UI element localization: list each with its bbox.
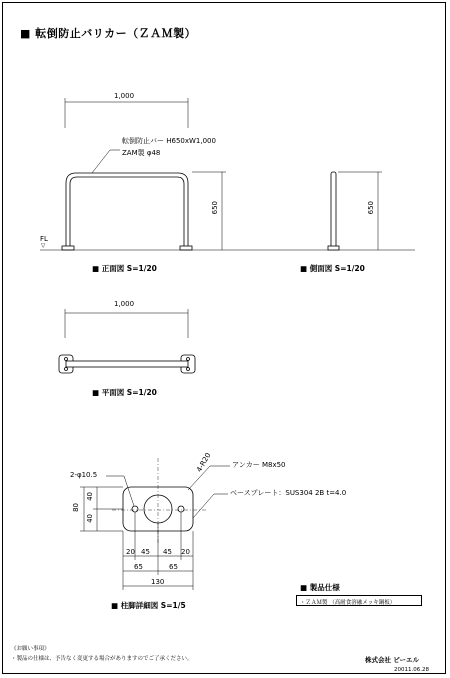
width-dim-2: 45 <box>141 548 150 556</box>
height-top-dim: 40 <box>86 492 94 501</box>
company-name: 株式会社 ピーエル <box>365 656 420 664</box>
note-title: 《お願い事項》 <box>11 646 50 652</box>
base-detail <box>80 458 230 590</box>
side-height-dim: 650 <box>367 201 375 215</box>
width-dim-1: 20 <box>126 548 135 556</box>
note-text: ・製品の仕様は、予告なく変更する場合がありますのでご了承ください。 <box>11 656 193 662</box>
plan-caption: ■ 平面図 S=1/20 <box>92 388 157 397</box>
baseplate-label: ベースプレート：SUS304 2B t=4.0 <box>230 489 347 497</box>
front-spec-line1: 転倒防止バー H650xW1,000 <box>122 137 216 145</box>
spec-heading: ■ 製品仕様 <box>300 583 340 592</box>
width-dim-3: 45 <box>163 548 172 556</box>
front-caption: ■ 正面図 S=1/20 <box>92 264 157 273</box>
drawing-date: 20011.06.28 <box>394 667 429 673</box>
hole-dim: 2-φ10.5 <box>70 471 98 479</box>
width-total-dim: 130 <box>151 578 165 586</box>
width-dim-5: 65 <box>134 563 143 571</box>
front-view <box>40 98 415 250</box>
front-spec-line2: ZAM製 φ48 <box>122 149 161 157</box>
spec-item: ・ＺＡＭ製 （高耐食溶融メッキ鋼板） <box>296 595 422 606</box>
plan-view <box>59 309 195 373</box>
plan-width-dim: 1,000 <box>114 300 135 308</box>
height-bottom-dim: 40 <box>86 514 94 523</box>
side-caption: ■ 側面図 S=1/20 <box>300 264 365 273</box>
front-width-dim: 1,000 <box>114 92 135 100</box>
fl-mark: ▽ <box>41 243 46 249</box>
width-dim-6: 65 <box>169 563 178 571</box>
fl-label: FL <box>40 235 48 243</box>
radius-dim: 4-R20 <box>195 451 213 474</box>
page-title: ■ 転倒防止バリカー（ＺＡＭ製） <box>20 27 197 40</box>
front-height-dim: 650 <box>211 201 219 215</box>
base-caption: ■ 柱脚詳細図 S=1/5 <box>111 601 186 610</box>
height-total-dim: 80 <box>72 503 80 512</box>
width-dim-4: 20 <box>181 548 190 556</box>
anchor-label: アンカー M8x50 <box>232 461 286 469</box>
